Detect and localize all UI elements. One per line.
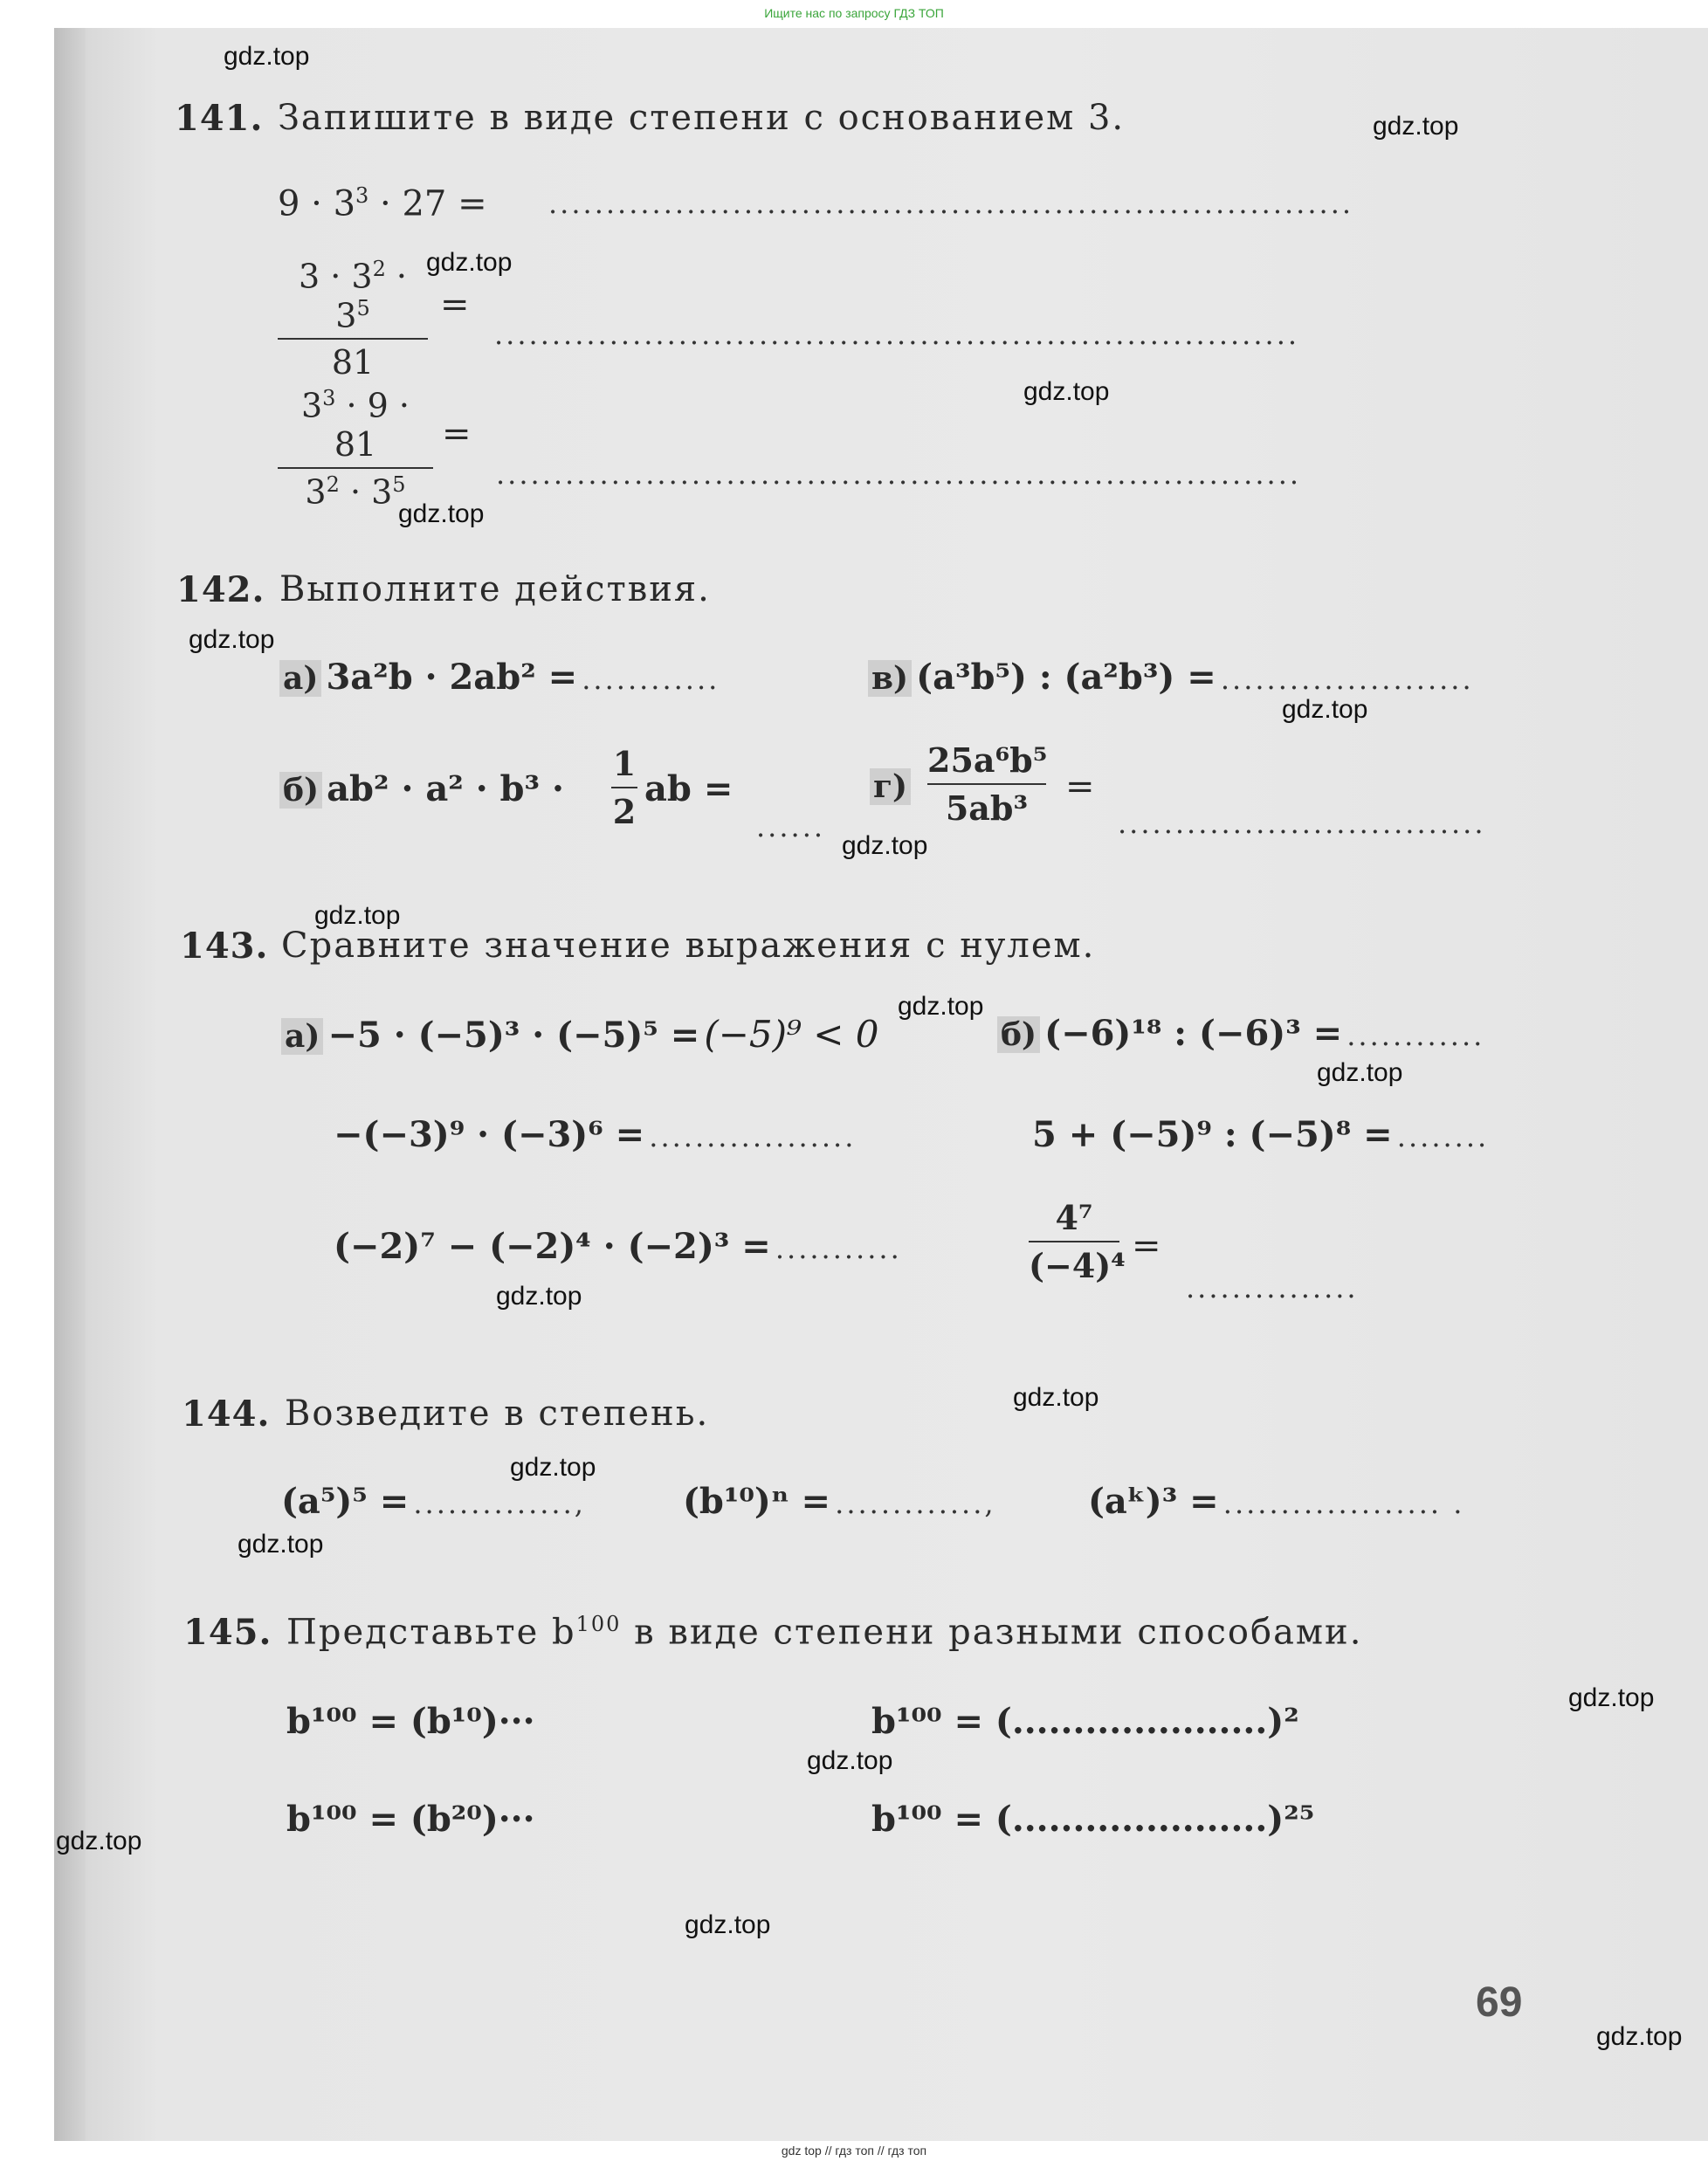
ex143-fraction-answer: ............... (1186, 1271, 1359, 1304)
page-number: 69 (1476, 1979, 1523, 2026)
bottom-banner: gdz top // гдз топ // гдз топ (781, 2144, 927, 2158)
ex143-line2-left: −(−3)⁹ · (−3)⁶ = .................. (334, 1114, 857, 1155)
ex142-a: а) 3a²b · 2ab² = ............ (279, 657, 720, 698)
ex143-number: 143. (180, 926, 269, 967)
watermark: gdz.top (807, 1746, 893, 1775)
ex142-b-answer: ...... (756, 810, 826, 843)
ex142-title: Выполните действия. (279, 569, 711, 609)
book-spine-shadow (54, 28, 86, 2141)
ex142-g: г) (870, 768, 911, 805)
ex141-fraction1: $3 \cdot 3^2 \cdot 3^5$ 81 (278, 257, 428, 382)
ex142-g-fraction: 25a⁶b⁵ 5ab³ (927, 740, 1048, 828)
watermark: gdz.top (1013, 1383, 1099, 1412)
top-banner: Ищите нас по запросу ГДЗ ТОП (764, 6, 944, 20)
ex142-number: 142. (176, 569, 265, 610)
ex142-b-tail: ab = (644, 768, 733, 809)
watermark: gdz.top (842, 831, 928, 860)
ex144-number: 144. (182, 1394, 271, 1435)
watermark: gdz.top (314, 901, 401, 930)
ex141-line1: $9 \cdot 3^3 \cdot 27$ = (278, 183, 487, 224)
ex145-number: 145. (183, 1612, 272, 1653)
ex143-line2-right: 5 + (−5)⁹ : (−5)⁸ = ........ (1032, 1114, 1490, 1155)
ex143-a: а) −5 · (−5)³ · (−5)⁵ = (−5)⁹ < 0 (281, 1013, 878, 1056)
ex142-b: б) ab² · a² · b³ · (279, 768, 564, 809)
ex142-v: в) (a³b⁵) : (a²b³) = ...................... (868, 657, 1474, 698)
ex143-title: Сравните значение выражения с нулем. (281, 926, 1096, 966)
watermark: gdz.top (426, 248, 513, 277)
ex143-a-handwritten-answer: (−5)⁹ < 0 (704, 1013, 879, 1056)
watermark: gdz.top (224, 42, 310, 71)
ex141-number: 141. (175, 98, 264, 139)
watermark: gdz.top (898, 992, 984, 1021)
ex142-g-answer: ................................ (1118, 807, 1486, 840)
ex141-answer-line2: ...................................................................... (494, 318, 1300, 351)
ex144-expr1: (a⁵)⁵ = .............., (281, 1481, 586, 1522)
ex145-title: Представьте $b^{100}$ в виде степени разными способами. (286, 1612, 1363, 1653)
watermark: gdz.top (1568, 1683, 1655, 1712)
ex145-left2: b¹⁰⁰ = (b²⁰)··· (286, 1799, 535, 1840)
watermark: gdz.top (238, 1530, 324, 1559)
ex141-answer-line3: ...................................................................... (496, 458, 1302, 491)
ex144-title: Возведите в степень. (285, 1394, 710, 1434)
watermark: gdz.top (1023, 377, 1110, 406)
watermark: gdz.top (1596, 2022, 1683, 2051)
ex145-right1: b¹⁰⁰ = (.....................)² (871, 1701, 1299, 1742)
watermark: gdz.top (496, 1282, 582, 1311)
ex143-line3-left: (−2)⁷ − (−2)⁴ · (−2)³ = ........... (334, 1226, 902, 1267)
ex141-fraction2: $3^3 \cdot 9 \cdot 81$ $3^2 \cdot 3^5$ (278, 386, 433, 511)
ex143-fraction-eq: = (1132, 1226, 1161, 1266)
ex143-b: б) (−6)¹⁸ : (−6)³ = ............ (997, 1013, 1484, 1054)
ex141-eq2: = (442, 414, 472, 454)
watermark: gdz.top (510, 1453, 596, 1482)
ex141-eq1: = (440, 285, 470, 325)
watermark: gdz.top (685, 1910, 771, 1939)
watermark: gdz.top (398, 499, 485, 528)
watermark: gdz.top (189, 625, 275, 654)
watermark: gdz.top (1282, 695, 1368, 724)
ex143-fraction: 4⁷ (−4)⁴ (1029, 1198, 1126, 1285)
watermark: gdz.top (1317, 1058, 1403, 1087)
ex141-title: Запишите в виде степени с основанием 3. (278, 98, 1126, 138)
ex144-expr3: (aᵏ)³ = ................... . (1088, 1481, 1465, 1522)
ex145-left1: b¹⁰⁰ = (b¹⁰)··· (286, 1701, 535, 1742)
ex144-expr2: (b¹⁰)ⁿ = ............., (683, 1481, 996, 1522)
ex142-g-eq: = (1065, 767, 1095, 807)
watermark: gdz.top (56, 1827, 142, 1855)
ex141-answer-line1: ...................................................................... (548, 187, 1354, 220)
watermark: gdz.top (1373, 112, 1459, 141)
ex145-right2: b¹⁰⁰ = (.....................)²⁵ (871, 1799, 1315, 1840)
ex142-b-half: 1 2 (612, 744, 637, 831)
